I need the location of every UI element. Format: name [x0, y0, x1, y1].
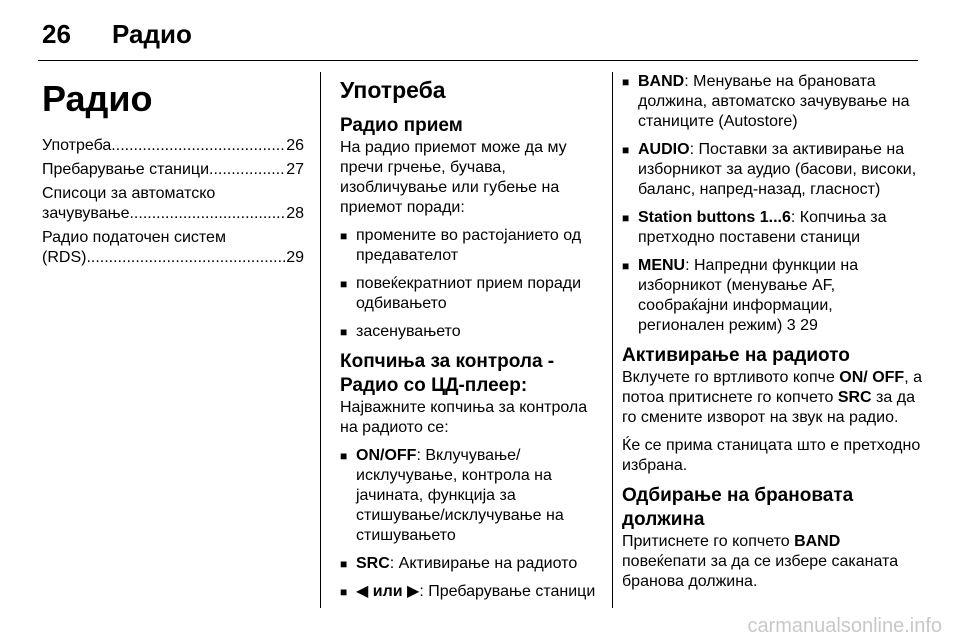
toc-label: Списоци за автоматско — [42, 185, 216, 202]
item-text: : Активирање на радиото — [389, 555, 578, 572]
content-column-2 — [340, 72, 602, 610]
control-key: BAND — [794, 533, 841, 550]
list-item — [622, 256, 922, 336]
item-text: : Пребарување станици — [419, 583, 596, 600]
list-item — [622, 140, 922, 200]
toc-label-cont: зачувување — [42, 205, 130, 222]
toc-entry[interactable] — [42, 228, 304, 268]
chapter-title: Радио — [42, 78, 153, 119]
toc-label: Пребарување станици — [42, 161, 210, 178]
list-item — [340, 582, 602, 602]
toc-page: 28 — [286, 205, 304, 222]
list-item — [622, 208, 922, 248]
control-key: BAND — [638, 73, 685, 90]
paragraph — [622, 368, 922, 428]
toc-page: 26 — [286, 137, 304, 154]
text: , а потоа притиснете го копчето — [622, 369, 922, 406]
bullet-list — [340, 226, 602, 342]
item-text: : Напредни функции на изборникот (менување AF, сообраќајни информации, регионален режим) 3 29 — [638, 257, 859, 334]
list-item: ■ повеќекратниот прием поради одбивањето — [340, 274, 602, 314]
text: повеќепати за да се избере саканата бранова должина. — [622, 553, 899, 590]
content-column-3 — [622, 72, 922, 600]
toc-entry[interactable] — [42, 136, 304, 156]
toc-page: 27 — [286, 161, 304, 178]
paragraph — [622, 532, 922, 592]
toc-entry[interactable] — [42, 184, 304, 224]
column-divider-2 — [612, 72, 613, 608]
control-key: MENU — [638, 257, 686, 274]
control-key: ON/ OFF — [839, 369, 905, 386]
control-key: ◀ или ▶ — [356, 583, 420, 600]
bullet-list — [622, 72, 922, 336]
subheading-radio-reception: Радио прием — [340, 115, 463, 136]
item-text: : Вклучување/ исклучување, контрола на јачината, функција за стишување/исклучување на стишувањето — [356, 447, 564, 544]
text: Вклучете го вртливото копче — [622, 369, 840, 386]
list-item: ■ засенувањето — [340, 322, 602, 342]
header-rule — [38, 60, 918, 61]
list-item — [622, 72, 922, 132]
paragraph: На радио приемот може да му пречи грчење, бучава, изобличување или губење на приемот поради: — [340, 139, 567, 216]
bullet-list — [340, 446, 602, 602]
list-item: ■ промените во растојанието од предавателот — [340, 226, 602, 266]
toc-label: Радио податочен систем — [42, 229, 226, 246]
toc-column — [42, 76, 304, 272]
control-key: AUDIO — [638, 141, 690, 158]
watermark: carmanualsonline.info — [747, 615, 942, 637]
item-text: : Копчиња за претходно поставени станици — [638, 209, 887, 246]
toc-label-cont: (RDS) — [42, 249, 87, 266]
subheading-wavelength: Одбирање на брановата должина — [622, 485, 854, 530]
page-number: 26 — [42, 19, 71, 49]
running-header: Радио — [112, 19, 192, 49]
list-item — [340, 554, 602, 574]
text: за да го смените изворот на звук на радио. — [622, 389, 915, 426]
control-key: Station buttons 1...6 — [638, 209, 791, 226]
control-key: SRC — [837, 389, 872, 406]
paragraph: Најважните копчиња за контрола на радиото се: — [340, 399, 588, 436]
list-item — [340, 446, 602, 546]
section-heading: Употреба — [340, 77, 446, 103]
subheading-controls: Копчиња за контрола - Радио со ЦД-плеер: — [340, 351, 555, 396]
control-key: ON/OFF — [356, 447, 417, 464]
item-text: : Поставки за активирање на изборникот за аудио (басови, високи, баланс, напред-назад, гласност) — [638, 141, 917, 198]
subheading-activate-radio: Активирање на радиото — [622, 345, 850, 366]
text: Притиснете го копчето — [622, 533, 795, 550]
toc-label: Употреба — [42, 137, 112, 154]
paragraph: Ќе се прима станицата што е претходно избрана. — [622, 437, 921, 474]
control-key: SRC — [356, 555, 390, 572]
column-divider-1 — [320, 72, 321, 608]
toc-page: 29 — [286, 249, 304, 266]
item-text: : Менување на брановата должина, автоматско зачувување на станиците (Autostore) — [638, 73, 910, 130]
toc-entry[interactable] — [42, 160, 304, 180]
